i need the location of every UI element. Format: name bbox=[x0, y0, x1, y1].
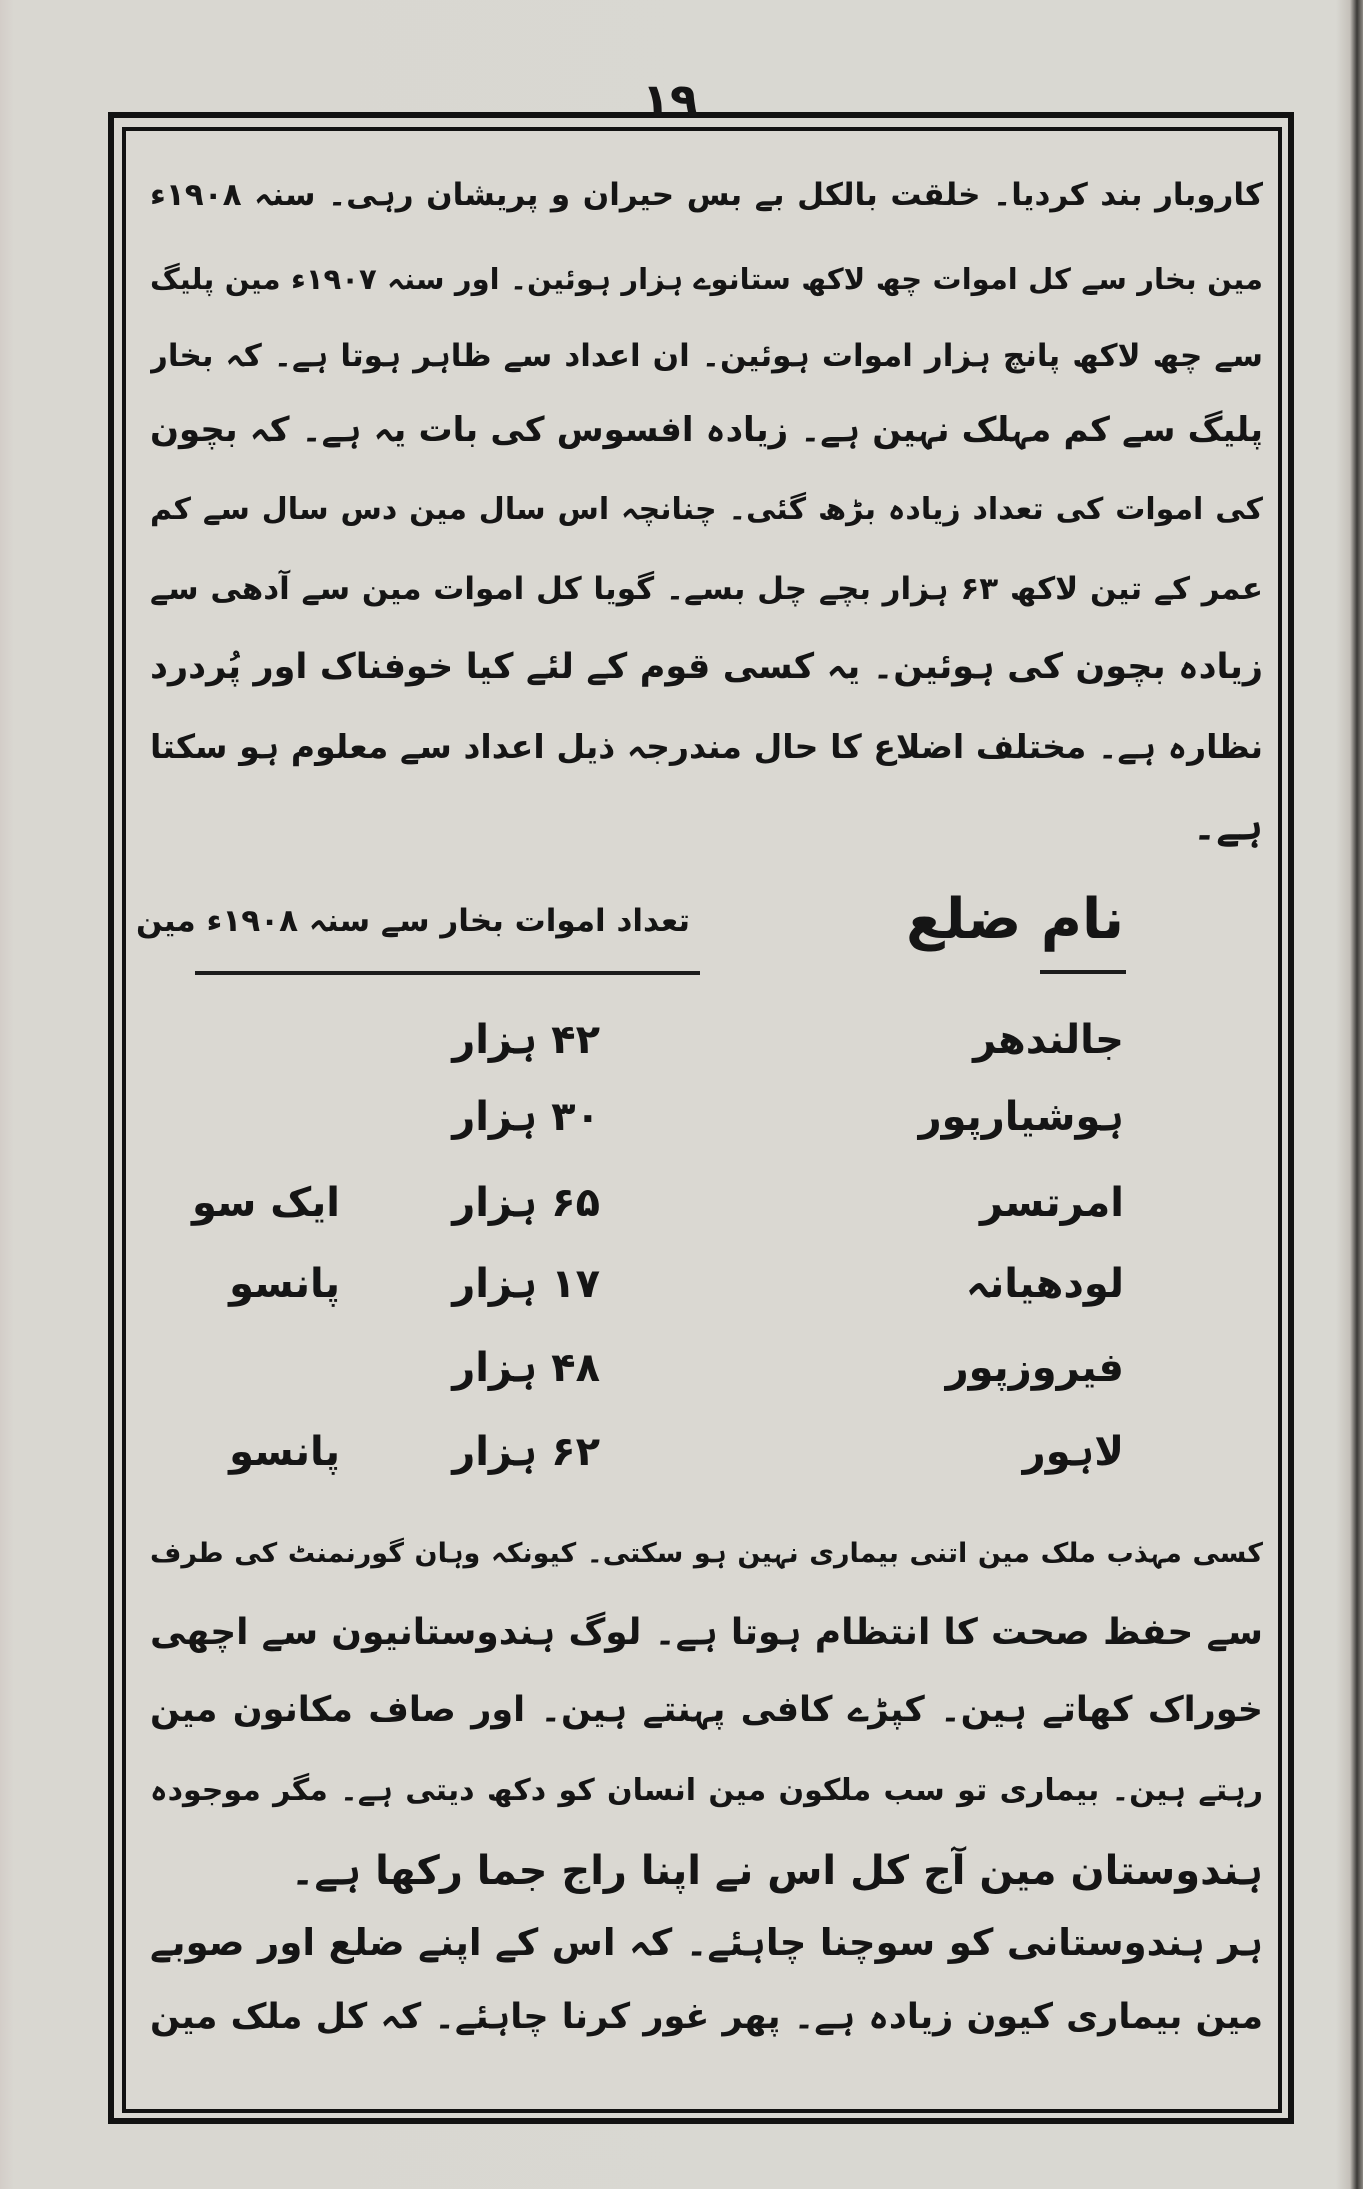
header-underline bbox=[195, 971, 700, 975]
text-line: ہندوستان مین آج کل اس نے اپنا راج جما رکھا ہے۔ bbox=[290, 1848, 1263, 1894]
column-header-district: نام ضلع bbox=[906, 887, 1124, 952]
district-name: ہوشیارپور bbox=[918, 1094, 1124, 1140]
text-line: عمر کے تین لاکھ ۶۳ ہزار بچے چل بسے۔ گویا کل اموات مین سے آدھی سے bbox=[150, 571, 1263, 607]
text-line: مین بیماری کیون زیادہ ہے۔ پھر غور کرنا چاہئے۔ کہ کل ملک مین bbox=[150, 1997, 1263, 2037]
text-line: نظارہ ہے۔ مختلف اضلاع کا حال مندرجہ ذیل اعداد سے معلوم ہو سکتا bbox=[150, 727, 1263, 766]
text-line: ہے۔ bbox=[1192, 803, 1263, 849]
table-row bbox=[0, 1422, 1363, 1482]
header-underline bbox=[1040, 970, 1126, 974]
text-line: سے چھ لاکھ پانچ ہزار اموات ہوئین۔ ان اعداد سے ظاہر ہوتا ہے۔ کہ بخار bbox=[150, 338, 1263, 374]
district-name: لودھیانہ bbox=[965, 1261, 1124, 1307]
district-name: جالندھر bbox=[973, 1017, 1124, 1063]
text-line: زیادہ بچون کی ہوئین۔ یہ کسی قوم کے لئے کیا خوفناک اور پُردرد bbox=[150, 647, 1263, 687]
deaths-thousands: ۳۰ ہزار bbox=[452, 1094, 600, 1140]
district-name: امرتسر bbox=[980, 1180, 1124, 1226]
text-line: کاروبار بند کردیا۔ خلقت بالکل بے بس حیران و پریشان رہی۔ سنہ ۱۹۰۸ء bbox=[150, 177, 1263, 213]
deaths-thousands: ۶۲ ہزار bbox=[452, 1429, 600, 1475]
page-number: ۱۹ bbox=[641, 73, 699, 127]
text-line: رہتے ہین۔ بیماری تو سب ملکون مین انسان کو دکھ دیتی ہے۔ مگر موجودہ bbox=[150, 1773, 1263, 1808]
deaths-hundreds: ایک سو bbox=[191, 1180, 340, 1226]
text-line: کی اموات کی تعداد زیادہ بڑھ گئی۔ چنانچہ اس سال مین دس سال سے کم bbox=[150, 492, 1263, 527]
deaths-thousands: ۴۸ ہزار bbox=[452, 1345, 600, 1391]
table-row bbox=[0, 1010, 1363, 1070]
text-line: پلیگ سے کم مہلک نہین ہے۔ زیادہ افسوس کی بات یہ ہے۔ کہ بچون bbox=[150, 410, 1263, 450]
text-line: مین بخار سے کل اموات چھ لاکھ ستانوے ہزار ہوئین۔ اور سنہ ۱۹۰۷ء مین پلیگ bbox=[150, 262, 1263, 296]
column-header-deaths: تعداد اموات بخار سے سنہ ۱۹۰۸ء مین bbox=[135, 903, 691, 939]
text-line: کسی مہذب ملک مین اتنی بیماری نہین ہو سکتی۔ کیونکہ وہان گورنمنٹ کی طرف bbox=[150, 1538, 1263, 1569]
deaths-thousands: ۶۵ ہزار bbox=[452, 1180, 600, 1226]
table-row bbox=[0, 1087, 1363, 1147]
table-row bbox=[0, 1173, 1363, 1233]
table-row bbox=[0, 1338, 1363, 1398]
district-name: فیروزپور bbox=[945, 1345, 1124, 1391]
deaths-thousands: ۱۷ ہزار bbox=[452, 1261, 600, 1307]
deaths-hundreds: پانسو bbox=[229, 1261, 340, 1307]
deaths-thousands: ۴۲ ہزار bbox=[452, 1017, 600, 1063]
district-name: لاہور bbox=[1022, 1429, 1124, 1475]
deaths-hundreds: پانسو bbox=[229, 1429, 340, 1475]
text-line: سے حفظ صحت کا انتظام ہوتا ہے۔ لوگ ہندوستانیون سے اچھی bbox=[150, 1612, 1263, 1653]
text-line: خوراک کھاتے ہین۔ کپڑے کافی پہنتے ہین۔ اور صاف مکانون مین bbox=[150, 1690, 1263, 1730]
table-row bbox=[0, 1254, 1363, 1314]
text-line: ہر ہندوستانی کو سوچنا چاہئے۔ کہ اس کے اپنے ضلع اور صوبے bbox=[150, 1921, 1263, 1964]
